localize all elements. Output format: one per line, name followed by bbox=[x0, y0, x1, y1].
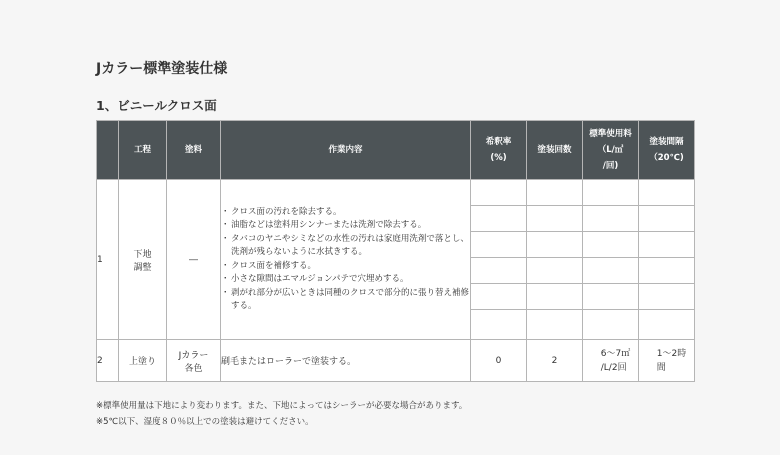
header-work: 作業内容 bbox=[221, 121, 471, 180]
row1-dilution-cells bbox=[471, 180, 527, 340]
work-bullet: ・ 小さな隙間はエマルジョンパテで穴埋めする。 bbox=[221, 273, 470, 287]
header-no bbox=[97, 121, 119, 180]
row2-interval bbox=[639, 340, 695, 382]
row1-no: 1 bbox=[97, 180, 119, 340]
table-header-row bbox=[97, 121, 695, 180]
section-title: 1、ビニールクロス面 bbox=[96, 98, 217, 113]
row2-dilution: 0 bbox=[471, 340, 527, 382]
row2-usage-line1: 6～7㎡ bbox=[600, 348, 631, 359]
row2-process: 上塗り bbox=[119, 340, 167, 382]
row2-usage-line2: /L/2回 bbox=[600, 362, 627, 373]
row2-paint bbox=[167, 340, 221, 382]
table-row bbox=[97, 180, 695, 340]
header-dilution-line2: (%) bbox=[490, 153, 507, 163]
row1-process-line2: 調整 bbox=[133, 262, 152, 273]
row1-coats-cells bbox=[527, 180, 583, 340]
row2-coats: 2 bbox=[527, 340, 583, 382]
work-bullet: ・ タバコのヤニやシミなどの水性の汚れは家庭用洗剤で落とし、洗剤が残らないように水拭きする。 bbox=[221, 233, 470, 260]
table-row bbox=[97, 340, 695, 382]
header-interval-line2: （20℃) bbox=[649, 153, 684, 163]
header-dilution bbox=[471, 121, 527, 180]
row1-process-line1: 下地 bbox=[133, 249, 152, 260]
header-usage-line1: 標準使用料 bbox=[589, 129, 632, 139]
work-bullet-list bbox=[221, 206, 470, 314]
header-usage bbox=[583, 121, 639, 180]
page-title: Jカラー標準塗装仕様 bbox=[96, 61, 228, 77]
row2-usage bbox=[583, 340, 639, 382]
row2-paint-line1: Jカラー bbox=[178, 350, 209, 361]
work-bullet: ・ 剥がれ部分が広いときは同種のクロスで部分的に張り替え補修する。 bbox=[221, 287, 470, 314]
footnote: ※5℃以下、湿度８０％以上での塗装は避けてください。 bbox=[96, 417, 314, 427]
row2-interval-line1: 1～2時 bbox=[656, 348, 687, 359]
header-coats: 塗装回数 bbox=[527, 121, 583, 180]
row1-usage-cells bbox=[583, 180, 639, 340]
work-bullet: ・ クロス面を補修する。 bbox=[221, 260, 470, 274]
header-usage-line2: （L/㎡ bbox=[597, 145, 624, 155]
row2-work: 刷毛またはローラーで塗装する。 bbox=[221, 340, 471, 382]
header-interval-line1: 塗装間隔 bbox=[649, 137, 684, 147]
row1-process bbox=[119, 180, 167, 340]
header-paint: 塗料 bbox=[167, 121, 221, 180]
header-dilution-line1: 希釈率 bbox=[485, 137, 512, 147]
header-interval bbox=[639, 121, 695, 180]
header-usage-line3: /回) bbox=[602, 161, 619, 171]
work-bullet: ・ 油脂などは塗料用シンナーまたは洗剤で除去する。 bbox=[221, 219, 470, 233]
footnote: ※標準使用量は下地により変わります。また、下地によってはシーラーが必要な場合があります。 bbox=[96, 401, 468, 411]
row1-paint: ― bbox=[167, 180, 221, 340]
row2-no: 2 bbox=[97, 340, 119, 382]
row2-interval-line2: 間 bbox=[656, 362, 666, 373]
row1-work bbox=[221, 180, 471, 340]
work-bullet: ・ クロス面の汚れを除去する。 bbox=[221, 206, 470, 220]
spec-table bbox=[96, 120, 695, 382]
header-process: 工程 bbox=[119, 121, 167, 180]
footnotes bbox=[96, 398, 467, 430]
row1-interval-cells bbox=[639, 180, 695, 340]
row2-paint-line2: 各色 bbox=[184, 363, 203, 374]
